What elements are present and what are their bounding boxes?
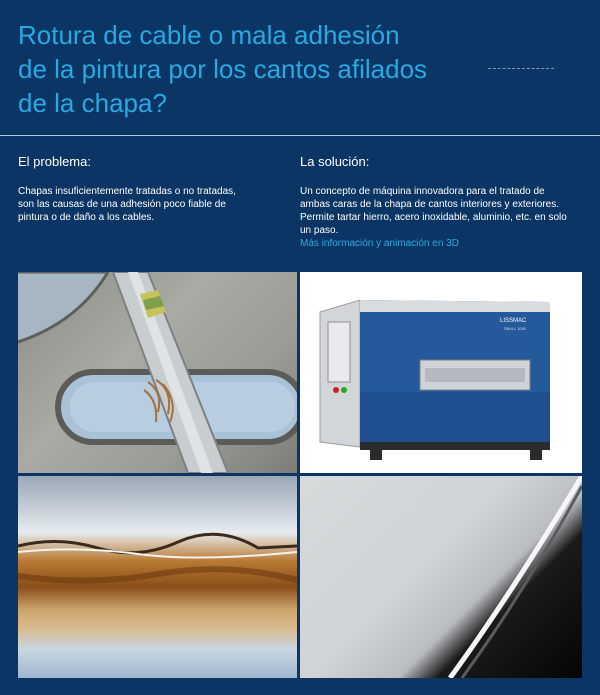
solution-title: La solución: xyxy=(300,154,370,169)
machine-brand-label: LISSMAC xyxy=(500,318,527,324)
more-info-link[interactable]: Más información y animación en 3D xyxy=(300,238,459,249)
photo-damaged-cable xyxy=(18,272,297,473)
header-divider xyxy=(0,135,600,136)
photo-rusted-edge xyxy=(18,476,297,678)
problem-text: Chapas insuficientemente tratadas o no tratadas, son las causas de una adhesión poco fiable de pintura o de daño a los cables. xyxy=(18,186,236,223)
problem-title: El problema: xyxy=(18,154,91,169)
page-headline xyxy=(18,18,488,120)
photo-lissmac-machine xyxy=(300,272,582,473)
headline-line-3: de la chapa? xyxy=(18,88,167,118)
headline-line-2: de la pintura por los cantos afilados xyxy=(18,54,428,84)
solution-text: Un concepto de máquina innovadora para el tratado de ambas caras de la chapa de cantos interiores y exteriores. Permite tartar hierro, acero inoxidable, aluminio, etc. en solo un paso. xyxy=(300,186,567,236)
machine-model-label: SBM-L 1000 xyxy=(504,326,527,331)
photo-clean-edge xyxy=(300,476,582,678)
headline-line-1: Rotura de cable o mala adhesión xyxy=(18,20,400,50)
decorative-dashed-line xyxy=(488,68,554,69)
solution-block xyxy=(300,185,568,250)
